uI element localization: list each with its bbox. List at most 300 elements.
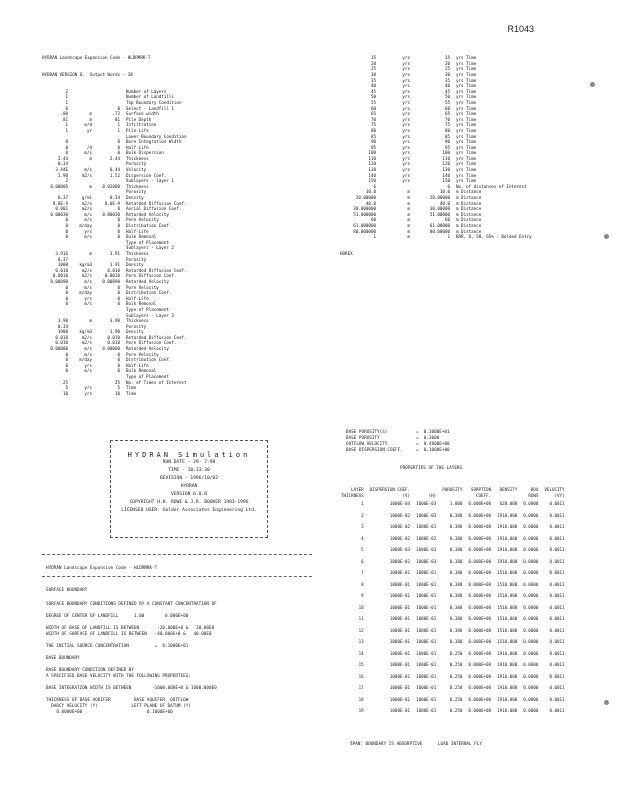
table-row (338, 510, 568, 522)
listing-row (42, 391, 242, 397)
listing-cell: yrs Time (456, 94, 477, 100)
table-cell: 0.000E+00 (468, 570, 492, 576)
listing-cell: Type of Placement (126, 374, 169, 380)
table-cell: 1910.000 (497, 662, 518, 668)
table-cell: 0.380 (449, 547, 463, 553)
listing-cell: 0.00030 (102, 211, 120, 217)
table-cell: 1000E-01 (416, 616, 437, 622)
table-cell: 0.000E+00 (468, 593, 492, 599)
listing-cell: 0 (117, 301, 120, 307)
table-cell: 0.250 (449, 662, 463, 668)
table-cell: 1000E-01 (389, 685, 411, 691)
listing-cell: 0 (65, 295, 68, 301)
table-cell: 0.0011 (549, 696, 565, 702)
table-cell: 0.000E+00 (468, 673, 492, 679)
table-cell: 0.250 (449, 673, 463, 679)
listing-cell: 8.0E-9 (104, 200, 120, 206)
listing-cell: 40.0 (439, 200, 450, 206)
listing-cell: 95 (370, 144, 376, 150)
listing-cell: 150 (368, 178, 376, 184)
listing-cell: 15 (370, 55, 376, 61)
listing-cell: Select - Landfill 1 (126, 105, 174, 111)
listing-cell: 75 (370, 122, 376, 128)
listing-cell: 0.00030 (50, 211, 68, 217)
table-cell: 1000E-01 (389, 627, 411, 633)
listing-cell: Density (126, 195, 144, 201)
listing-cell: 61.000000 (353, 223, 376, 228)
table-cell: 1000E-01 (389, 673, 411, 679)
table-cell: 1510.000 (497, 616, 518, 622)
licensed-user: LICENSED USER: Golder Associates Engineering Ltd. (121, 508, 257, 513)
listing-cell: Type of Placement (126, 306, 169, 312)
listing-subheader: HYDRAN VERSION 6. Output Words - 38 (42, 71, 133, 77)
listing-cell: m2/s (81, 340, 92, 346)
listing-cell: 10.0 (439, 189, 450, 195)
listing-cell: 100 (442, 150, 450, 156)
column-header: LAYER (351, 486, 364, 492)
table-cell: 0.250 (449, 708, 463, 714)
table-row (338, 544, 568, 556)
listing-cell: 10 (114, 390, 120, 396)
parameter-value: = 0.1000E+00 (416, 448, 450, 453)
listing-cell: 60 (444, 217, 450, 223)
boundary-conditions-text (46, 602, 217, 716)
table-cell: 1000E-01 (416, 570, 437, 576)
listing-cell: /d (86, 144, 92, 150)
listing-cell: 20.00000 (429, 195, 450, 201)
surface-boundary-heading: SURFACE BOUNDARY (46, 588, 88, 593)
listing-cell: Pore Velocity (126, 284, 159, 290)
listing-cell: 1 (117, 127, 120, 133)
program-name: HYDRAN (180, 484, 198, 489)
listing-cell: 6 (447, 183, 450, 189)
listing-cell: 40.0 (365, 200, 376, 206)
base-parameters (346, 430, 450, 454)
table-cell: 0.000E+00 (468, 512, 492, 518)
listing-cell: m/day (79, 357, 92, 363)
table-cell: 1000E-03 (416, 501, 437, 507)
listing-cell: 60 (370, 217, 376, 223)
listing-cell: m/s (84, 351, 92, 357)
listing-cell: 110 (368, 155, 376, 161)
listing-cell: yr (86, 127, 92, 133)
listing-cell: yrs Time (456, 172, 477, 178)
listing-cell: 0 (65, 217, 68, 223)
listing-cell: 45 (444, 88, 450, 94)
listing-cell: 0.010 (55, 334, 68, 340)
listing-cell: 100 (368, 150, 376, 156)
table-cell: 1000E-02 (389, 524, 411, 530)
table-cell: 0.0011 (549, 547, 565, 553)
listing-cell: Porosity (126, 161, 147, 167)
table-cell: 1000E-01 (389, 662, 411, 668)
listing-cell: 20.00000 (355, 195, 376, 201)
parameter-label: BASE DISPERSION COEFF. (346, 448, 403, 453)
listing-cell: Sublayers - Layer 3 (126, 312, 174, 318)
listing-cell: 3.916 (55, 250, 68, 256)
table-cell: 0.000E+00 (468, 662, 492, 668)
table-row (338, 671, 568, 683)
listing-cell: 0.00080 (102, 346, 120, 352)
listing-cell: yrs Time (456, 155, 477, 161)
listing-cell: 0.00090 (50, 278, 68, 284)
listing-cell: 110 (442, 155, 450, 161)
text-line: A SPECIFIED BASE VELOCITY WITH THE FOLLOWING PROPERTIES: (46, 674, 191, 679)
time-line: TIME - 10:33:30 (168, 468, 210, 473)
listing-cell: m/s (84, 211, 92, 217)
listing-cell: 0 (117, 139, 120, 145)
table-row (338, 625, 568, 637)
listing-cell: 0 (65, 284, 68, 290)
listing-cell: yrs Time (456, 60, 477, 66)
text-line: 0.0000E+00 0.1000E+00 (46, 710, 173, 715)
column-header: SORPTION (470, 486, 492, 492)
listing-cell: 0 (117, 150, 120, 156)
table-cell: 0.0000 (523, 696, 539, 702)
table-cell: 0.0000 (523, 616, 539, 622)
listing-cell: yrs Time (456, 99, 477, 105)
table-row (338, 682, 568, 694)
listing-cell: 1.91 (109, 262, 120, 268)
listing-cell: yrs (402, 77, 410, 83)
listing-cell: Distribution Coef. (126, 357, 172, 363)
listing-cell: BAR, D, 50, 65% : Bolded Entry (456, 234, 532, 240)
listing-cell: yrs (402, 167, 410, 173)
listing-cell: m (407, 195, 410, 201)
listing-cell: 30 (370, 71, 376, 77)
table-cell: 0.000E+00 (468, 524, 492, 530)
listing-cell: 61.00000 (429, 223, 450, 228)
listing-cell: m/day (79, 223, 92, 228)
listing-cell: 70 (444, 116, 450, 122)
listing-cell: Porosity (126, 323, 147, 329)
listing-cell: Retarded Diffusion Coef. (126, 334, 187, 340)
table-cell: 0.0011 (549, 593, 565, 599)
listing-cell: 140 (368, 172, 376, 178)
listing-cell: yrs (402, 144, 410, 150)
listing-cell: m Distance (456, 189, 482, 195)
table-cell: 1000E-01 (416, 593, 437, 599)
table-cell: 1000E-01 (389, 581, 411, 587)
listing-cell: Number of Landfills (126, 94, 174, 100)
listing-cell: 0.0010 (104, 273, 120, 279)
column-header: DISPERSION COEF. (369, 486, 411, 492)
table-row (338, 694, 568, 706)
table-cell: 18 (358, 696, 364, 702)
table-cell: 1000E-01 (389, 708, 411, 714)
table-cell: 4 (361, 535, 364, 541)
listing-cell: 2 (65, 178, 68, 184)
listing-cell: yrs Time (456, 161, 477, 167)
listing-cell: 0 (117, 144, 120, 150)
listing-cell: .88 (60, 111, 68, 117)
listing-cell: 15 (444, 55, 450, 61)
divider (42, 554, 312, 555)
listing-cell: m (407, 234, 410, 240)
table-cell: 1000E-01 (389, 616, 411, 622)
listing-cell: m (407, 189, 410, 195)
table-cell: 0.0000 (523, 639, 539, 645)
listing-cell: Aerial Diffusion Coef. (126, 206, 182, 212)
listing-cell: 50 (370, 94, 376, 100)
scan-mark (604, 234, 609, 239)
listing-cell: m/s (84, 150, 92, 156)
table-row (338, 705, 568, 717)
listing-cell: yrs (402, 122, 410, 128)
table-cell: 0.0000 (523, 524, 539, 530)
layer-properties-table (338, 486, 568, 717)
table-cell: 1000E-01 (416, 639, 437, 645)
listing-cell: 40 (370, 83, 376, 89)
listing-cell: 10.0 (365, 189, 376, 195)
listing-cell: yrs Time (456, 144, 477, 150)
listing-cell: 85 (444, 133, 450, 139)
table-cell: 0.380 (449, 616, 463, 622)
listing-cell: 0.00005 (50, 183, 68, 189)
listing-cell: Half-Life (126, 228, 149, 234)
listing-cell: Density (126, 262, 144, 268)
parameter-line (346, 448, 450, 454)
table-cell: 7 (361, 570, 364, 576)
listing-cell: yrs (402, 111, 410, 117)
listing-cell: 0 (117, 368, 120, 374)
column-header: COEFF. (475, 492, 492, 498)
document-id: R1043 (507, 24, 534, 34)
table-cell: 1000E-01 (416, 524, 437, 530)
table-cell: 0.380 (449, 558, 463, 564)
listing-cell: Velocity (126, 167, 147, 173)
listing-cell: 65 (370, 111, 376, 117)
table-cell: 0.0011 (549, 524, 565, 530)
table-cell: 0.0000 (523, 627, 539, 633)
listing-cell: 81 (62, 116, 68, 122)
listing-cell: m/s (84, 368, 92, 374)
table-cell: 1000E-04 (389, 501, 411, 507)
table-cell: 0.380 (449, 535, 463, 541)
table-cell: 1910.000 (497, 708, 518, 714)
table-cell: 0.0011 (549, 639, 565, 645)
listing-cell: 0.37 (57, 256, 68, 262)
banner-title: HYDRAN Simulation (127, 451, 251, 459)
listing-cell: 0 (117, 290, 120, 296)
listing-cell: m2/s (81, 172, 92, 178)
listing-cell: Dispersion Coef. (126, 172, 167, 178)
text-line: THE INITIAL SOURCE CONCENTRATION = 0.1000E+01 (46, 644, 189, 649)
listing-cell: Retarded Diffusion Coef. (126, 200, 187, 206)
listing-cell: yrs (402, 155, 410, 161)
listing-cell: yrs Time (456, 139, 477, 145)
table-cell: 0.250 (449, 685, 463, 691)
table-cell: 0.0011 (549, 616, 565, 622)
column-header: DENSITY (499, 486, 518, 492)
listing-cell: 8.0E-9 (52, 200, 68, 206)
table-cell: 0.0011 (549, 570, 565, 576)
listing-cell: 80.000000 (353, 228, 376, 234)
listing-cell: Thickness (126, 318, 149, 324)
listing-cell: 0.010 (55, 340, 68, 346)
listing-row (340, 234, 580, 240)
table-cell: 0.0000 (523, 570, 539, 576)
table-cell: 0.0011 (549, 512, 565, 518)
table-cell: 1910.000 (497, 558, 518, 564)
listing-cell: 80 (370, 127, 376, 133)
listing-cell: 1 (117, 122, 120, 128)
table-row (338, 590, 568, 602)
listing-cell: Retarded Diffusion Coef. (126, 267, 187, 273)
listing-cell: 0 (117, 362, 120, 368)
listing-cell: Pore Diffusion Coef. (126, 273, 177, 279)
listing-cell: Pile Depth (126, 116, 152, 122)
parameter-value: = 0.4800E+00 (416, 442, 450, 447)
table-cell: 9 (361, 593, 364, 599)
table-cell: 15 (358, 662, 364, 668)
table-cell: 1000E-01 (389, 570, 411, 576)
table-cell: 1910.000 (497, 512, 518, 518)
listing-header: HYDRAN Landscape Expansion Code - HLDRMRK-T (42, 55, 151, 61)
listing-cell: Lower Boundary Condition (126, 133, 187, 139)
column-header: (V) (402, 492, 411, 498)
table-cell: 0.380 (449, 581, 463, 587)
table-cell: 0.000E+00 (468, 639, 492, 645)
table-cell: 6 (361, 558, 364, 564)
listing-cell: 25 (62, 379, 68, 385)
table-cell: 1910.000 (497, 685, 518, 691)
input-listing-left (42, 44, 242, 402)
listing-cell: 60 (444, 105, 450, 111)
table-cell: 0.000E+00 (468, 604, 492, 610)
table-cell: 0.000E+00 (468, 547, 492, 553)
listing-cell: Pore Velocity (126, 217, 159, 223)
table-cell: 0.0011 (549, 650, 565, 656)
listing-cell: m2/s (81, 206, 92, 212)
listing-cell: 0 (65, 301, 68, 307)
table-cell: 0.0011 (549, 708, 565, 714)
table-cell: 1910.000 (497, 547, 518, 553)
listing-cell: 65 (444, 111, 450, 117)
listing-cell: yrs Time (456, 122, 477, 128)
listing-cell: 0 (117, 295, 120, 301)
listing-cell: m (89, 250, 92, 256)
listing-cell: 3.90 (109, 318, 120, 324)
listing-cell: 120 (368, 161, 376, 167)
table-row (338, 567, 568, 579)
listing-cell: 5 (65, 385, 68, 391)
listing-cell: yrs (84, 385, 92, 391)
listing-cell: 1.90 (57, 172, 68, 178)
table-row (338, 556, 568, 568)
listing-cell: yrs (402, 139, 410, 145)
listing-cell: 0.010 (55, 267, 68, 273)
listing-cell: 0 (65, 362, 68, 368)
listing-cell: Thickness (126, 155, 149, 161)
table-cell: 0.0000 (523, 593, 539, 599)
table-cell: 0.0000 (523, 662, 539, 668)
listing-cell: 2.44 (57, 155, 68, 161)
listing-cell: 0 (117, 228, 120, 234)
listing-cell: Pore Velocity (126, 351, 159, 357)
listing-cell: Time (126, 385, 137, 391)
listing-cell: yrs Time (456, 66, 477, 72)
table-cell: 0.000E+00 (468, 627, 492, 633)
text-line: SURFACE BOUNDARY CONDITIONS DEFINED BY A CONSTANT CONCENTRATION OF (46, 602, 217, 607)
listing-cell: 0.34 (57, 161, 68, 167)
listing-cell: 0.0010 (52, 273, 68, 279)
listing-cell: 1 (65, 99, 68, 105)
listing-cell: m Distance (456, 200, 482, 206)
listing-cell: 130 (368, 167, 376, 173)
listing-cell: 80.00000 (429, 228, 450, 234)
listing-cell: 0.37 (57, 195, 68, 201)
listing-cell: m/day (79, 290, 92, 296)
listing-cell: yrs (402, 66, 410, 72)
table-cell: 1910.000 (497, 673, 518, 679)
listing-cell: 0 (117, 284, 120, 290)
column-header: ROWS (528, 492, 539, 498)
table-cell: 1000E-01 (389, 650, 411, 656)
table-cell: 2 (361, 512, 364, 518)
listing-cell: 35 (370, 77, 376, 83)
listing-cell: 45 (370, 88, 376, 94)
divider (42, 576, 312, 577)
listing-cell: yrs (402, 133, 410, 139)
listing-cell: No. of distances of Interest (456, 183, 527, 189)
listing-cell: 10 (62, 390, 68, 396)
table-cell: 1000E-02 (389, 558, 411, 564)
listing-cell: 0 (65, 144, 68, 150)
listing-cell: yrs Time (456, 83, 477, 89)
table-cell: 0.000E+00 (468, 696, 492, 702)
table-row (338, 533, 568, 545)
listing-cell: Distribution Coef. (126, 290, 172, 296)
table-cell: 0.0000 (523, 604, 539, 610)
table-cell: 8 (361, 581, 364, 587)
listing-cell: Surface width (126, 111, 159, 117)
listing-cell: yrs Time (456, 111, 477, 117)
listing-cell: 95 (444, 144, 450, 150)
listing-cell: Half-Life (126, 144, 149, 150)
table-cell: 0.0011 (549, 535, 565, 541)
table-cell: 0.380 (449, 593, 463, 599)
listing-cell: Top Boundary Condition (126, 99, 182, 105)
listing-cell: 0 (117, 223, 120, 228)
text-line: DEGREE OF CENTER OF LANDFILL 1.00 0.000E+00 (46, 614, 189, 619)
listing-cell: 0.010 (107, 340, 120, 346)
listing-cell: 25 (370, 66, 376, 72)
listing-cell: 2 (65, 88, 68, 94)
listing-cell: yrs (402, 99, 410, 105)
listing-cell: m (89, 183, 92, 189)
table-cell: 0.000E+00 (468, 650, 492, 656)
listing-cell: yrs Time (456, 77, 477, 83)
listing-cell: 0 (65, 223, 68, 228)
listing-cell: Retarded Velocity (126, 346, 169, 352)
listing-cell: m/s (84, 346, 92, 352)
listing-cell: yrs (402, 55, 410, 61)
table-cell: 1000E-01 (416, 685, 437, 691)
text-line: WIDTH OF BASE OF LANDFILL IS BETWEEN -20.000E+0 & 20.00E0 (46, 626, 215, 631)
listing-cell: yrs Time (456, 127, 477, 133)
listing-cell: m (89, 111, 92, 117)
listing-cell: m (407, 217, 410, 223)
listing-cell: .72 (112, 111, 120, 117)
listing-cell: 50 (444, 94, 450, 100)
parameter-label: BASE POROSITY (346, 436, 380, 441)
listing-cell: 0 (117, 105, 120, 111)
listing-cell: g/ml (81, 195, 92, 201)
listing-cell: kg/m3 (79, 329, 92, 335)
table-cell: 0.250 (449, 650, 463, 656)
table-cell: 620.000 (499, 501, 518, 507)
